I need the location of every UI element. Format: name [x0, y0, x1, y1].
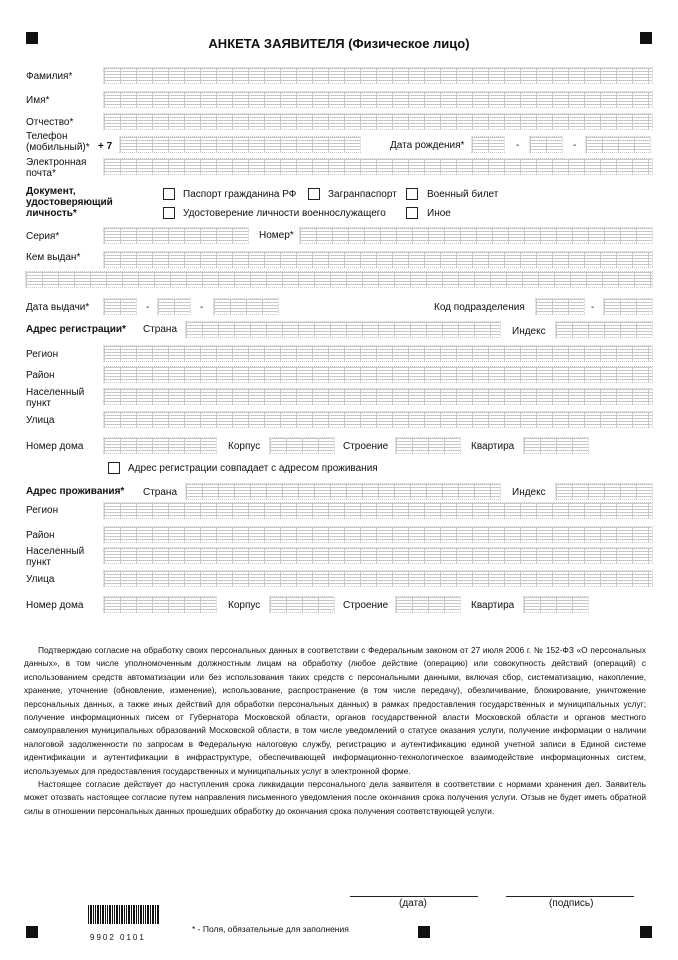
military-certificate-checkbox[interactable] — [163, 207, 175, 219]
email-input[interactable] — [104, 159, 652, 174]
registration-index-label: Индекс — [512, 326, 546, 337]
registration-structure-input[interactable] — [396, 438, 460, 453]
residence-structure-input[interactable] — [396, 597, 460, 612]
same-address-label: Адрес регистрации совпадает с адресом проживания — [128, 463, 378, 474]
registration-house-label: Номер дома — [26, 441, 84, 452]
residence-locality-input[interactable] — [104, 548, 652, 563]
registration-marker-bottom-middle — [418, 926, 430, 938]
registration-building-input[interactable] — [270, 438, 334, 453]
military-id-checkbox[interactable] — [406, 188, 418, 200]
date-signature-line[interactable] — [350, 896, 478, 897]
passport-rf-label: Паспорт гражданина РФ — [183, 189, 297, 200]
date-separator: - — [591, 302, 595, 313]
residence-district-input[interactable] — [104, 527, 652, 542]
residence-apartment-label: Квартира — [471, 600, 515, 611]
registration-region-input[interactable] — [104, 346, 652, 361]
birth-month-input[interactable] — [530, 137, 562, 152]
registration-marker-bottom-left — [26, 926, 38, 938]
registration-index-input[interactable] — [556, 322, 652, 337]
email-label: Электронная почта* — [26, 157, 87, 179]
registration-house-input[interactable] — [104, 438, 216, 453]
issue-date-label: Дата выдачи* — [26, 302, 90, 313]
series-label: Серия* — [26, 231, 60, 242]
series-input[interactable] — [104, 228, 248, 243]
department-code-label: Код подразделения — [434, 302, 525, 313]
residence-street-input[interactable] — [104, 571, 652, 586]
first-name-label: Имя* — [26, 95, 50, 106]
residence-address-heading: Адрес проживания* — [26, 486, 125, 497]
issued-by-input-line-2[interactable] — [26, 272, 652, 287]
residence-index-input[interactable] — [556, 484, 652, 499]
birth-day-input[interactable] — [472, 137, 504, 152]
residence-locality-label: Населенный пункт — [26, 546, 85, 568]
registration-street-input[interactable] — [104, 412, 652, 427]
registration-street-label: Улица — [26, 415, 55, 426]
residence-street-label: Улица — [26, 574, 55, 585]
patronymic-input[interactable] — [104, 114, 652, 129]
registration-district-label: Район — [26, 370, 55, 381]
military-certificate-label: Удостоверение личности военнослужащего — [183, 208, 386, 219]
date-separator: - — [146, 302, 150, 313]
number-label: Номер* — [259, 230, 294, 241]
date-separator: - — [573, 140, 577, 151]
residence-house-label: Номер дома — [26, 600, 84, 611]
registration-address-heading: Адрес регистрации* — [26, 324, 126, 335]
barcode-image — [88, 905, 160, 931]
date-separator: - — [200, 302, 204, 313]
date-separator: - — [516, 140, 520, 151]
consent-text — [24, 644, 646, 818]
other-document-label: Иное — [427, 208, 451, 219]
other-document-checkbox[interactable] — [406, 207, 418, 219]
required-fields-note: * - Поля, обязательные для заполнения — [192, 924, 349, 934]
residence-district-label: Район — [26, 530, 55, 541]
consent-paragraph: Настоящее согласие действует до наступления срока ликвидации персонального дела заявителя в соответствии с нормами хранения дел. Заявитель может отозвать настоящее согласие путем направления письменного уведомления после окончания срока получения услуги. Отзыв не будет иметь обратной силы в отношении персональных данных прошедших обработку до окончания срока получения соответствующей услуги. — [24, 779, 646, 816]
residence-building-label: Корпус — [228, 600, 261, 611]
birth-date-label: Дата рождения* — [390, 140, 465, 151]
issued-by-label: Кем выдан* — [26, 252, 81, 263]
residence-house-input[interactable] — [104, 597, 216, 612]
patronymic-label: Отчество* — [26, 117, 74, 128]
registration-building-label: Корпус — [228, 441, 261, 452]
registration-apartment-label: Квартира — [471, 441, 515, 452]
residence-index-label: Индекс — [512, 487, 546, 498]
foreign-passport-checkbox[interactable] — [308, 188, 320, 200]
registration-structure-label: Строение — [343, 441, 389, 452]
residence-country-label: Страна — [143, 487, 178, 498]
registration-region-label: Регион — [26, 349, 59, 360]
last-name-label: Фамилия* — [26, 71, 73, 82]
registration-locality-label: Населенный пункт — [26, 387, 85, 409]
signature-line[interactable] — [506, 896, 634, 897]
barcode-number: 9902 0101 — [90, 933, 146, 942]
department-code-part-2[interactable] — [604, 299, 652, 314]
residence-apartment-input[interactable] — [524, 597, 588, 612]
registration-country-label: Страна — [143, 324, 178, 335]
issue-year-input[interactable] — [214, 299, 278, 314]
passport-rf-checkbox[interactable] — [163, 188, 175, 200]
registration-district-input[interactable] — [104, 367, 652, 382]
residence-region-input[interactable] — [104, 503, 652, 518]
phone-input[interactable] — [120, 137, 360, 152]
issue-month-input[interactable] — [158, 299, 190, 314]
residence-building-input[interactable] — [270, 597, 334, 612]
military-id-label: Военный билет — [427, 189, 499, 200]
registration-country-input[interactable] — [186, 322, 500, 337]
phone-label: Телефон (мобильный)* — [26, 131, 90, 153]
issued-by-input-line-1[interactable] — [104, 252, 652, 267]
form-title: АНКЕТА ЗАЯВИТЕЛЯ (Физическое лицо) — [208, 36, 470, 51]
issue-day-input[interactable] — [104, 299, 136, 314]
registration-locality-input[interactable] — [104, 389, 652, 404]
same-address-checkbox[interactable] — [108, 462, 120, 474]
registration-apartment-input[interactable] — [524, 438, 588, 453]
signature-caption: (подпись) — [549, 898, 594, 909]
date-caption: (дата) — [399, 898, 427, 909]
foreign-passport-label: Загранпаспорт — [328, 189, 397, 200]
last-name-input[interactable] — [104, 68, 652, 83]
consent-paragraph: Подтверждаю согласие на обработку своих персональных данных в соответствии с Федеральным законом от 27 июля 2006 г. № 152-ФЗ «О персональных данных», в том числе уполномоченным должностным лицам на обработку (любое действие (операцию) или совокупность действий (операций) с использованием средств автоматизации или без использования таких средств с персональными данными, включая сбор, систематизацию, накопление, хранение, уточнение (обновление, изменение), использование, распространение (в том числе передачу), обезличивание, блокирование, уничтожение персональных данных, а также иных действий для обработки персональных данных) в рамках предоставления государственных и муниципальных услуг; получение информационных писем от Губернатора Московской области, органов государственной власти Московской области и органов местного самоуправления муниципальных образований Московской области, в том числе уведомлений о статусе оказания услуги, получение информации о наличии налоговой задолженности по запросам в Федеральную налоговую службу, регистрацию и аутентификацию единой учетной записи в Единой системе идентификации и аутентификации в инфраструктуре, обеспечивающей информационно-технологическое взаимодействие информационных систем, используемых для предоставления государственных и муниципальных услуг в электронной форме. — [24, 645, 646, 776]
first-name-input[interactable] — [104, 92, 652, 107]
residence-region-label: Регион — [26, 505, 59, 516]
registration-marker-bottom-right — [640, 926, 652, 938]
phone-prefix: + 7 — [98, 141, 113, 152]
number-input[interactable] — [300, 228, 652, 243]
birth-year-input[interactable] — [586, 137, 650, 152]
residence-country-input[interactable] — [186, 484, 500, 499]
department-code-part-1[interactable] — [536, 299, 584, 314]
id-document-label: Документ, удостоверяющий личность* — [26, 186, 113, 219]
residence-structure-label: Строение — [343, 600, 389, 611]
